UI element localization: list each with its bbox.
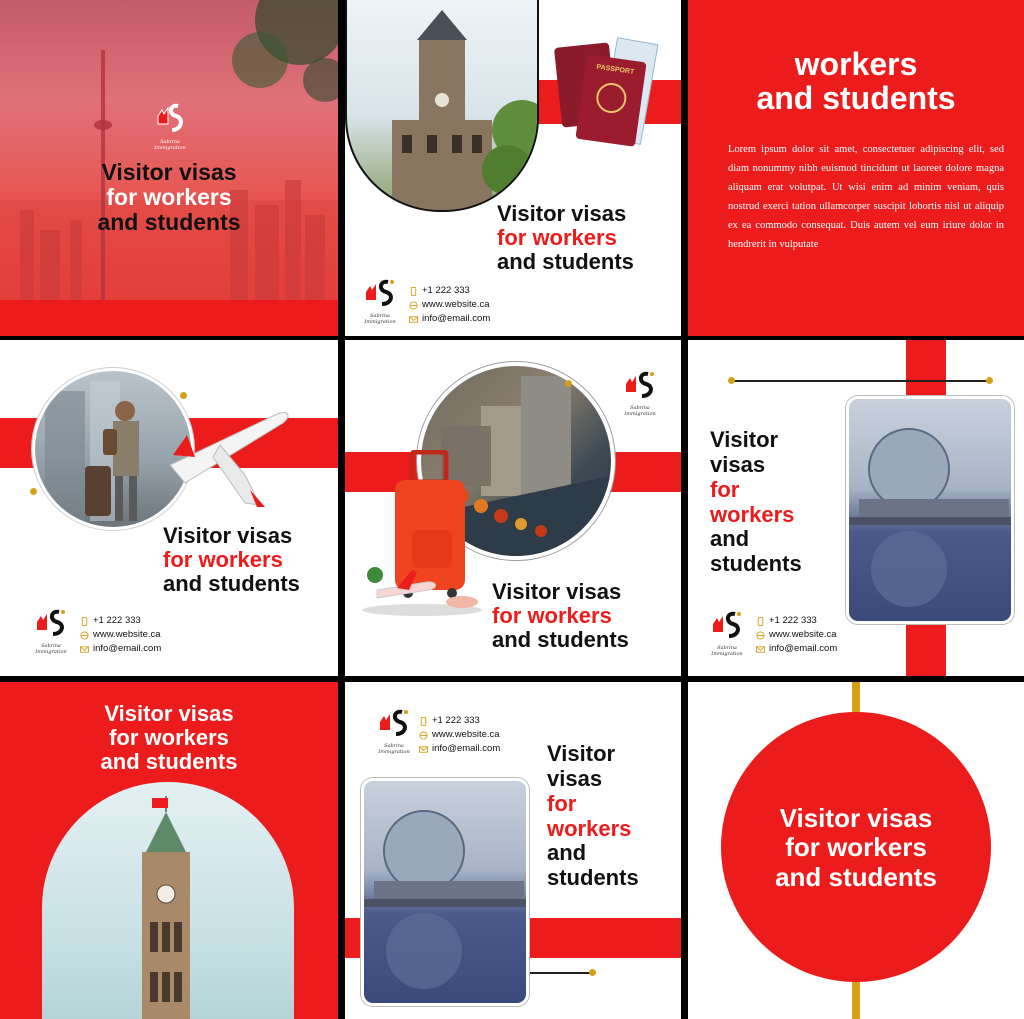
brand-logo <box>150 100 190 151</box>
contact-email[interactable] <box>409 312 490 326</box>
headline-line-1: Visitor visas <box>492 579 622 604</box>
headline-word-4: workers <box>547 815 632 841</box>
gold-dot <box>180 392 187 399</box>
contact-email[interactable] <box>80 642 161 656</box>
contact-phone[interactable] <box>419 714 500 728</box>
globe-icon <box>419 731 428 740</box>
headline-line-1: Visitor visas <box>779 803 933 833</box>
gold-dot <box>728 377 735 384</box>
contact-email[interactable] <box>419 742 500 756</box>
website-text: www.website.ca <box>93 629 161 640</box>
headline-line-2: for workers <box>785 832 927 863</box>
headline-line-3: and students <box>492 626 629 652</box>
contact-phone[interactable] <box>80 614 161 628</box>
headline-line-1: Visitor visas <box>163 523 293 548</box>
body-text: Lorem ipsum dolor sit amet, consectetuer adipiscing elit, sed diam nonummy nibh euismod tincidunt ut laoreet dolore magna aliquam erat volutpat. Ut wisi enim ad minim veniam, quis nostrud exerci tation ullamcorper suscipit lobortis nisl ut aliquip ex ea commodo consequat. Duis autem vel eum iriure dolor in hendrerit in vulputate <box>728 144 1004 250</box>
post-tile-8[interactable] <box>345 682 681 1019</box>
headline-line-2: for workers <box>497 224 617 250</box>
brand-name: Sabrina Immigration <box>35 643 67 655</box>
post-tile-3[interactable] <box>688 0 1024 336</box>
headline-word-1: Visitor <box>710 427 779 452</box>
passport-label: PASSPORT <box>596 63 635 76</box>
mail-icon <box>80 645 89 654</box>
phone-text: +1 222 333 <box>432 715 480 726</box>
headline-short <box>688 48 1024 115</box>
mail-icon <box>419 745 428 754</box>
email-text: info@email.com <box>432 743 501 754</box>
headline-split <box>710 428 840 577</box>
gold-line <box>732 380 988 382</box>
contact-website[interactable] <box>80 628 161 642</box>
contact-block <box>756 614 837 656</box>
phone-text: +1 222 333 <box>422 285 470 296</box>
brand-name: Sabrina Immigration <box>624 405 656 417</box>
headline-line-2: for workers <box>163 546 283 572</box>
brand-logo <box>357 278 403 325</box>
contact-phone[interactable] <box>409 284 490 298</box>
headline-short-line-2: and students <box>756 79 956 116</box>
phone-icon <box>409 287 418 296</box>
post-tile-4[interactable] <box>0 340 338 676</box>
headline-word-4: workers <box>710 501 795 527</box>
globe-emblem <box>594 81 628 115</box>
brand-logo <box>371 708 417 755</box>
website-text: www.website.ca <box>769 629 837 640</box>
brand-name: Sabrina Immigration <box>378 743 410 755</box>
science-world-photo <box>846 396 1014 624</box>
headline-word-5: and <box>710 526 750 552</box>
post-tile-6[interactable] <box>688 340 1024 676</box>
airplane-image <box>165 395 295 515</box>
passport-stack <box>553 40 663 150</box>
headline-word-1: Visitor <box>547 741 616 766</box>
headline-short-line-1: workers <box>794 46 918 82</box>
clock-tower-photo <box>345 0 539 212</box>
brand-name: Sabrina Immigration <box>711 645 743 657</box>
contact-block <box>80 614 161 656</box>
post-tile-2[interactable] <box>345 0 681 336</box>
brand-name: Sabrina Immigration <box>364 313 396 325</box>
gold-dot <box>565 380 572 387</box>
contact-email[interactable] <box>756 642 837 656</box>
headline-line-1: Visitor visas <box>497 201 627 226</box>
brand-name: Sabrina Immigration <box>154 139 186 151</box>
gold-dot <box>30 488 37 495</box>
mail-icon <box>756 645 765 654</box>
headline-line-1: Visitor visas <box>101 159 237 185</box>
headline-line-2: for workers <box>106 183 232 210</box>
headline <box>0 702 338 773</box>
post-tile-9[interactable] <box>688 682 1024 1019</box>
brand-logo <box>704 610 750 657</box>
gold-dot <box>589 969 596 976</box>
contact-block <box>409 284 490 326</box>
phone-icon <box>80 617 89 626</box>
contact-block <box>419 714 500 756</box>
headline-line-3: and students <box>100 748 238 774</box>
email-text: info@email.com <box>93 643 162 654</box>
headline <box>60 160 278 234</box>
brand-logo <box>28 608 74 655</box>
headline-split <box>547 742 677 891</box>
contact-website[interactable] <box>409 298 490 312</box>
headline-line-3: and students <box>97 208 241 235</box>
headline <box>497 202 677 273</box>
website-text: www.website.ca <box>422 299 490 310</box>
headline-word-6: students <box>547 865 639 891</box>
passport-front <box>575 54 646 147</box>
post-tile-1[interactable] <box>0 0 338 336</box>
contact-website[interactable] <box>756 628 837 642</box>
headline <box>163 524 338 595</box>
globe-icon <box>80 631 89 640</box>
headline-line-3: and students <box>163 570 300 596</box>
toy-plane-image <box>357 560 487 620</box>
headline-line-2: for workers <box>492 602 612 628</box>
headline <box>492 580 678 651</box>
globe-icon <box>409 301 418 310</box>
website-text: www.website.ca <box>432 729 500 740</box>
headline-word-5: and <box>547 840 587 866</box>
headline <box>721 804 991 892</box>
contact-website[interactable] <box>419 728 500 742</box>
headline-word-3: for <box>547 790 577 816</box>
phone-icon <box>419 717 428 726</box>
science-world-photo <box>361 778 529 1006</box>
email-text: info@email.com <box>769 643 838 654</box>
headline-word-3: for <box>710 476 740 502</box>
headline-line-2: for workers <box>109 724 229 750</box>
email-text: info@email.com <box>422 313 491 324</box>
phone-text: +1 222 333 <box>769 615 817 626</box>
headline-line-3: and students <box>497 248 634 274</box>
headline-line-3: and students <box>775 861 937 892</box>
peace-tower-photo <box>42 782 294 1019</box>
headline-word-2: visas <box>710 451 766 477</box>
gold-dot <box>986 377 993 384</box>
headline-word-2: visas <box>547 765 603 791</box>
headline-line-1: Visitor visas <box>104 701 234 726</box>
gold-line <box>520 972 592 974</box>
post-tile-7[interactable] <box>0 682 338 1019</box>
headline-word-6: students <box>710 551 802 577</box>
phone-text: +1 222 333 <box>93 615 141 626</box>
mail-icon <box>409 315 418 324</box>
post-tile-5[interactable] <box>345 340 681 676</box>
globe-icon <box>756 631 765 640</box>
brand-logo <box>617 370 663 417</box>
contact-phone[interactable] <box>756 614 837 628</box>
phone-icon <box>756 617 765 626</box>
